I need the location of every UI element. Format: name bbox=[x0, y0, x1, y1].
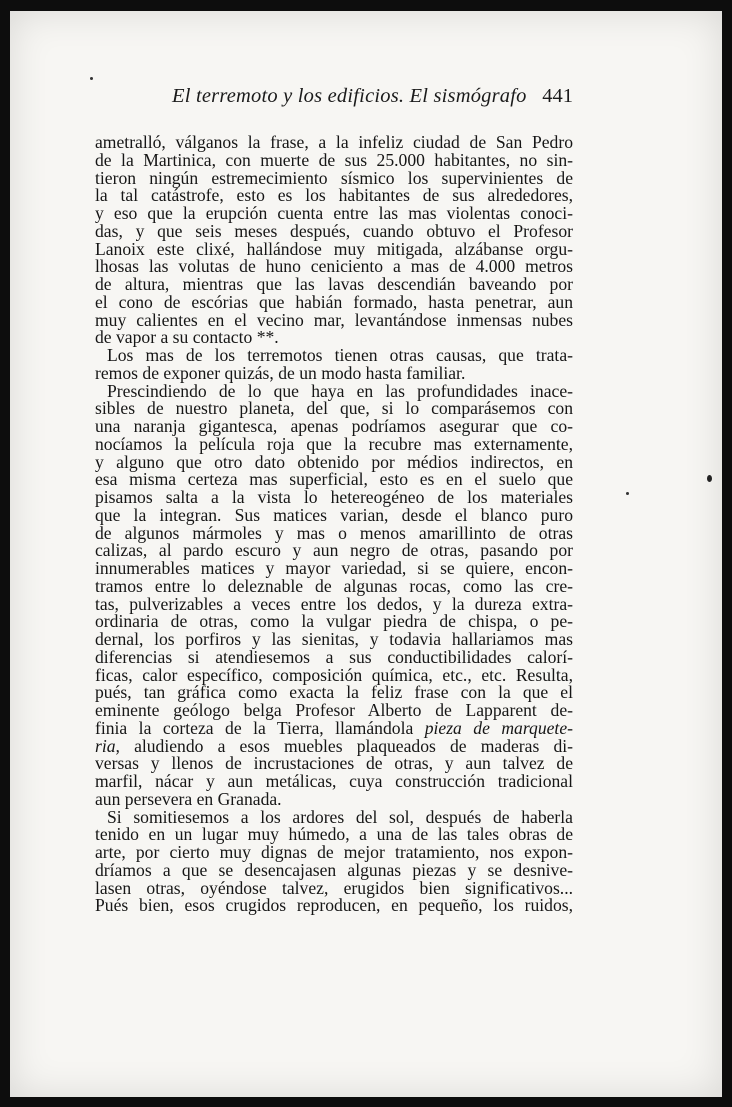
text-line: tenido en un lugar muy húmedo, a una de las tales obras de bbox=[95, 824, 573, 845]
text-line: el cono de escórias que habián formado, hasta penetrar, aun bbox=[95, 291, 573, 312]
text-line: das, y que seis meses después, cuando obtuvo el Profesor bbox=[95, 220, 573, 241]
text-line: ficas, calor específico, composición química, etc., etc. Resulta, bbox=[95, 664, 573, 685]
text-line: Lanoix este clixé, hallándose muy mitigada, alzábanse orgu- bbox=[95, 238, 573, 259]
text-line: arte, por cierto muy dignas de mejor tratamiento, nos expon- bbox=[95, 842, 573, 862]
ink-speck bbox=[626, 492, 629, 495]
text-line: y eso que la erupción cuenta entre las mas violentas conoci- bbox=[95, 203, 573, 223]
ink-speck bbox=[707, 475, 712, 482]
page-number: 441 bbox=[542, 85, 573, 107]
text-line: aun persevera en Granada. bbox=[95, 788, 282, 809]
text-line: dríamos a que se desencajasen algunas piezas y se desnive- bbox=[95, 859, 573, 880]
text-line: la tal catástrofe, esto es los habitantes de sus alrededores, bbox=[95, 185, 573, 206]
text-line: muy calientes en el vecino mar, levantándose inmensas nubes bbox=[95, 309, 573, 330]
text-line: lasen otras, oyéndose talvez, erugidos bien significativos... bbox=[95, 877, 573, 898]
text-line: eminente geólogo belga Profesor Alberto de Lapparent de- bbox=[95, 700, 573, 720]
text-line: de altura, mientras que las lavas descendián baveando por bbox=[95, 274, 573, 294]
text-line: esa misma certeza mas superficial, esto es en el suelo que bbox=[95, 469, 573, 490]
text-line: lhosas las volutas de huno ceniciento a mas de 4.000 metros bbox=[95, 256, 573, 277]
running-header bbox=[95, 85, 573, 115]
text-line: pisamos salta a la vista lo hetereogéneo de los materiales bbox=[95, 487, 573, 507]
text-line: marfil, nácar y aun metálicas, cuya construcción tradicional bbox=[95, 771, 573, 791]
text-line: una naranja gigantesca, apenas podríamos asegurar que co- bbox=[95, 416, 573, 436]
text-line: sibles de nuestro planeta, del que, si lo comparásemos con bbox=[95, 398, 573, 419]
text-line: dernal, los porfiros y las sienitas, y todavia hallariamos mas bbox=[95, 629, 573, 649]
text-line: de vapor a su contacto **. bbox=[95, 327, 279, 348]
text-line: Prescindiendo de lo que haya en las profundidades inace- bbox=[107, 380, 573, 401]
italic-phrase: ria, bbox=[95, 735, 120, 756]
text-line: calizas, al pardo escuro y aun negro de otras, pasando por bbox=[95, 540, 573, 561]
text-line: de algunos mármoles y mas o menos amarillinto de otras bbox=[95, 522, 573, 543]
italic-phrase: pieza de marquete- bbox=[424, 717, 573, 738]
text-line: finia la corteza de la Tierra, llamándola pieza de marquete- bbox=[95, 717, 573, 738]
text-line: ametralló, válganos la frase, a la infeliz ciudad de San Pedro bbox=[95, 132, 573, 152]
text-line: ordinaria de otras, como la vulgar piedra de chispa, o pe- bbox=[95, 611, 573, 632]
ink-speck bbox=[90, 77, 93, 80]
text-line: tramos entre lo deleznable de algunas rocas, como las cre- bbox=[95, 575, 573, 596]
body-text bbox=[95, 134, 573, 915]
text-line: Si somitiesemos a los ardores del sol, después de haberla bbox=[107, 806, 573, 827]
text-line: Pués bien, esos crugidos reproducen, en pequeño, los ruidos, bbox=[95, 895, 573, 916]
text-line: nocíamos la película roja que la recubre mas externamente, bbox=[95, 433, 573, 454]
text-line: pués, tan gráfica como exacta la feliz frase con la que el bbox=[95, 682, 573, 703]
text-line: ria, aludiendo a esos muebles plaqueados de maderas di- bbox=[95, 735, 573, 756]
text-line: y alguno que otro dato obtenido por médios indirectos, en bbox=[95, 451, 573, 472]
text-line: tieron ningún estremecimiento sísmico los supervinientes de bbox=[95, 167, 573, 188]
text-line: de la Martinica, con muerte de sus 25.000 habitantes, no sin- bbox=[95, 149, 573, 170]
text-line: versas y llenos de incrustaciones de otras, y aun talvez de bbox=[95, 753, 573, 774]
text-line: remos de exponer quizás, de un modo hasta familiar. bbox=[95, 362, 466, 383]
running-title: El terremoto y los edificios. El sismógrafo bbox=[172, 85, 527, 107]
text-line: tas, pulverizables a veces entre los dedos, y la dureza extra- bbox=[95, 593, 573, 614]
text-line: diferencias si atendiesemos a sus conductibilidades calorí- bbox=[95, 646, 573, 667]
text-line: Los mas de los terremotos tienen otras causas, que trata- bbox=[107, 345, 573, 365]
text-line: que la integran. Sus matices varian, desde el blanco puro bbox=[95, 504, 573, 525]
text-line: innumerables matices y mayor variedad, si se quiere, encon- bbox=[95, 558, 573, 578]
